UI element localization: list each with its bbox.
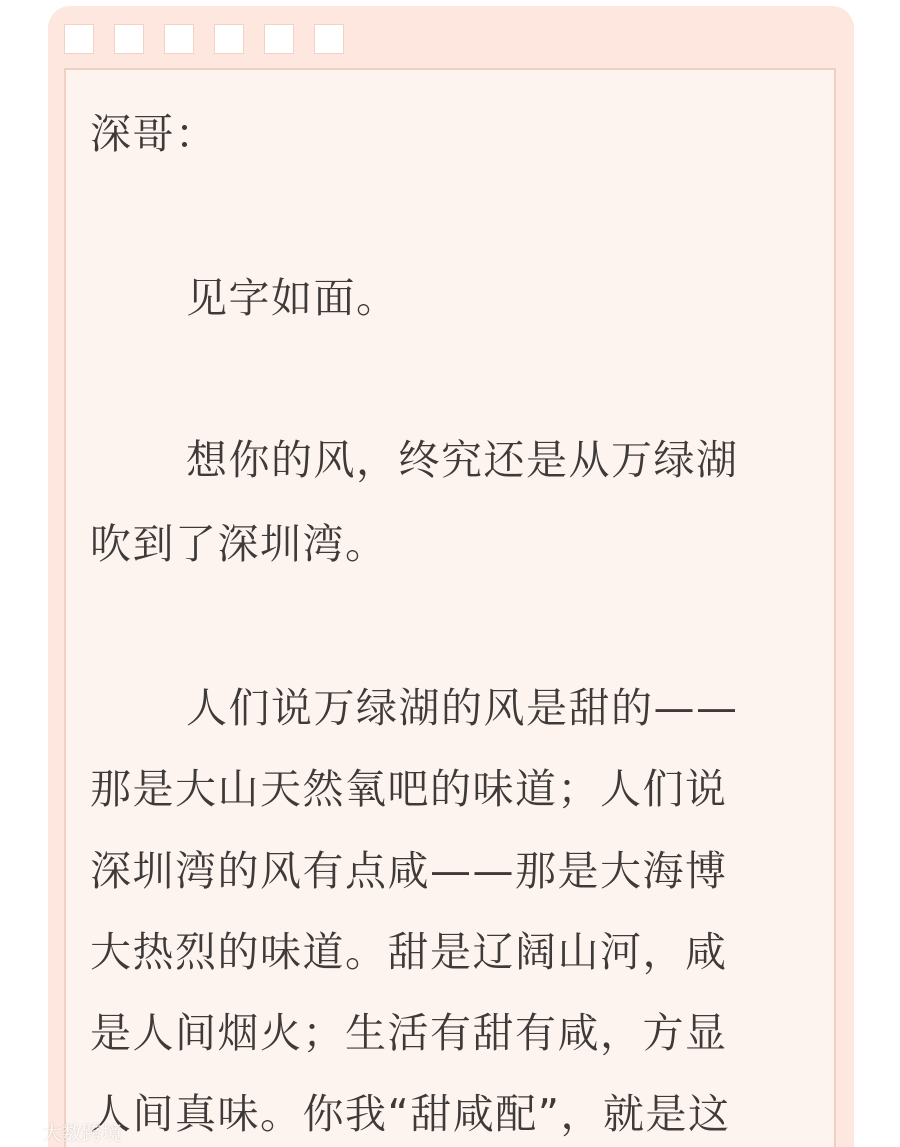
letter-line: 深圳湾的风有点咸——那是大海博	[90, 847, 728, 895]
decorative-square	[164, 24, 194, 54]
letter-line: 想你的风，终究还是从万绿湖	[186, 436, 739, 484]
decorative-square	[264, 24, 294, 54]
letter-line: 人们说万绿湖的风是甜的——	[186, 684, 739, 732]
watermark	[6, 1117, 122, 1146]
brand-logo-icon	[6, 1121, 38, 1143]
letter-line: 大热烈的味道。甜是辽阔山河，咸	[90, 928, 728, 976]
letter-line: 那是大山天然氧吧的味道；人们说	[90, 765, 728, 813]
decorative-squares	[64, 24, 344, 54]
decorative-square	[214, 24, 244, 54]
letter-line: 见字如面。	[186, 274, 399, 322]
letter-salutation: 深哥：	[90, 110, 218, 158]
letter-line: 是人间烟火；生活有甜有咸，方显	[90, 1009, 728, 1057]
letter-line: 人间真味。你我“甜咸配”，就是这	[90, 1090, 731, 1138]
letter-line: 吹到了深圳湾。	[90, 520, 388, 568]
decorative-square	[64, 24, 94, 54]
decorative-square	[314, 24, 344, 54]
watermark-text: 大数跨境	[42, 1121, 122, 1145]
decorative-square	[114, 24, 144, 54]
letter-paper	[64, 68, 836, 1147]
